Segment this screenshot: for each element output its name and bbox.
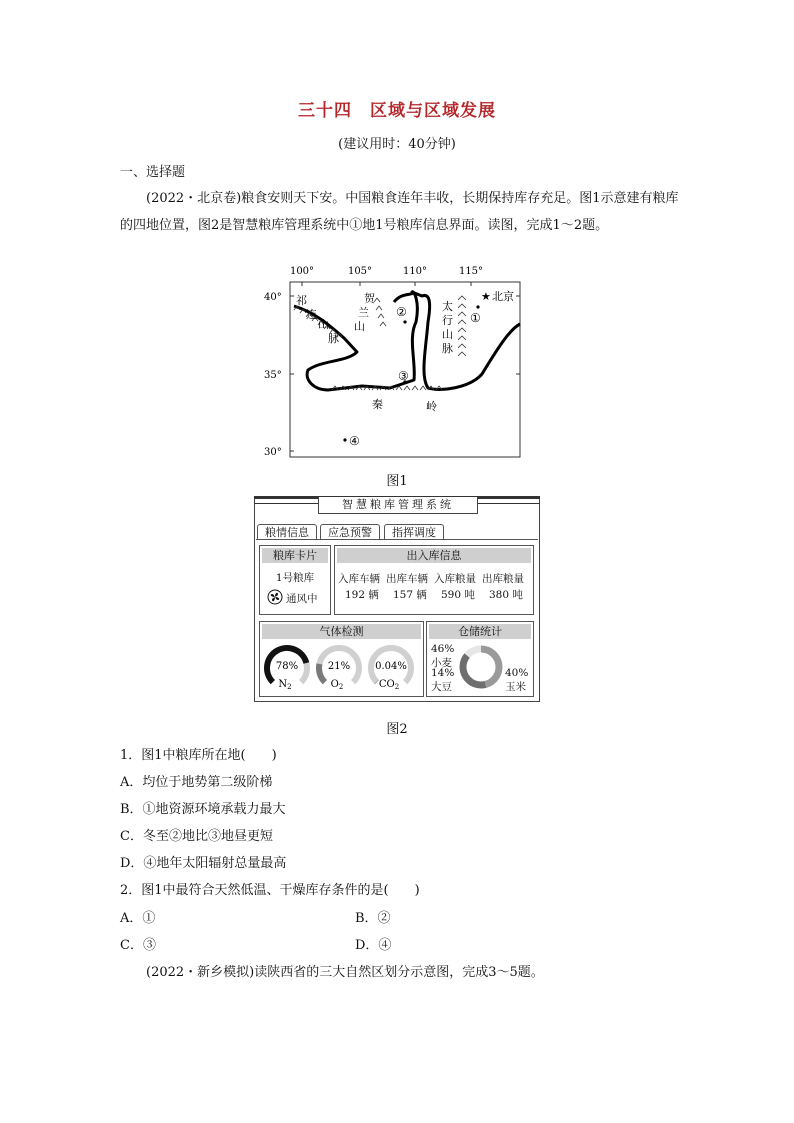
inout-value: 157 辆 [393, 589, 427, 601]
section-heading: 一、选择题 [120, 165, 186, 180]
gauge-value-arc [319, 664, 325, 682]
question-2-option-d: D．④ [355, 938, 392, 953]
corn-name: 玉米 [505, 681, 526, 693]
wheat-pct: 46% [431, 643, 455, 655]
beijing-label: 北京 [492, 290, 514, 303]
helan-label [354, 291, 376, 333]
gauge-percent: 0.04% [375, 661, 407, 672]
qinling-label: 秦 [372, 398, 383, 411]
inout-value: 192 辆 [345, 589, 379, 601]
gauge-percent: 78% [275, 661, 299, 672]
lon-label: 105° [347, 266, 373, 277]
svg-text:山: 山 [442, 328, 453, 341]
figure-2-interface [254, 496, 540, 702]
corn-pct: 40% [505, 667, 529, 679]
intro-paragraph: (2022・北京卷)粮食安则天下安。中国粮食连年丰收，长期保持库存充足。图1示意建有粮库的四地位置，图2是智慧粮库管理系统中①地1号粮库信息界面。读图，完成1～2题。 [120, 191, 679, 233]
inout-value: 380 吨 [489, 589, 523, 601]
storage-title: 仓储统计 [429, 624, 531, 639]
system-name: 智慧粮库管理系统 [318, 497, 478, 514]
gauge-gas-name: $N_2$ [278, 679, 292, 691]
figure-1-caption: 图1 [386, 474, 408, 489]
svg-text:贺: 贺 [364, 292, 375, 305]
lat-label: 30° [264, 447, 282, 458]
storage-panel [426, 621, 534, 697]
soy-pct: 14% [431, 667, 455, 679]
tab-underline [256, 539, 538, 540]
site-2-label: ② [396, 305, 407, 319]
svg-text:脉: 脉 [328, 332, 339, 345]
gas-gauges [260, 642, 423, 694]
lon-label: 100° [289, 266, 315, 277]
lon-label: 110° [402, 266, 428, 277]
figure-2-caption: 图2 [386, 722, 408, 737]
fan-icon [267, 589, 283, 605]
donut-segment [481, 649, 499, 684]
site-dot [476, 305, 479, 308]
site-1-label: ① [470, 311, 481, 325]
river-headwater [394, 292, 414, 302]
inout-panel [334, 545, 534, 615]
inout-label: 入库粮量 [434, 573, 476, 585]
lon-label: 115° [458, 266, 484, 277]
site-4-label: ④ [349, 434, 360, 448]
inout-label: 入库车辆 [338, 573, 380, 585]
tab-dispatch[interactable]: 指挥调度 [384, 524, 444, 540]
taihang-label [442, 299, 453, 355]
next-question-intro: (2022・新乡模拟)读陕西省的三大自然区划分示意图，完成3～5题。 [146, 965, 544, 980]
svg-text:祁: 祁 [296, 294, 307, 307]
time-suggestion: (建议用时：40分钟) [338, 137, 456, 152]
ventilation-status: 通风中 [286, 593, 318, 605]
depot-name: 1号粮库 [275, 572, 315, 584]
qilian-label [296, 294, 339, 345]
question-2-option-a: A．① [120, 911, 156, 926]
svg-text:行: 行 [442, 314, 453, 327]
lat-label: 35° [264, 370, 282, 381]
donut-segment [467, 649, 481, 656]
svg-text:脉: 脉 [442, 342, 453, 355]
question-2-option-b: B．② [355, 911, 391, 926]
wheat-name: 小麦 [431, 657, 452, 669]
question-1-stem: 1．图1中粮库所在地( ) [120, 748, 277, 763]
star-icon: ★ [481, 290, 491, 303]
site-dot [343, 438, 346, 441]
figure-1-map [262, 262, 532, 462]
site-dot [403, 320, 406, 323]
gas-title: 气体检测 [262, 624, 421, 639]
taihang-range [458, 296, 466, 356]
tab-grain-info[interactable]: 粮情信息 [257, 524, 317, 540]
gauge-gas-name: $O_2$ [330, 679, 344, 691]
donut-segment [463, 656, 485, 685]
inout-value: 590 吨 [441, 589, 475, 601]
question-2-stem: 2．图1中最符合天然低温、干燥库存条件的是( ) [120, 883, 420, 898]
question-1-option-d: D．④地年太阳辐射总量最高 [120, 856, 287, 871]
question-1-option-a: A．均位于地势第二级阶梯 [120, 775, 273, 790]
svg-text:兰: 兰 [358, 306, 369, 319]
page-title: 三十四 区域与区域发展 [298, 101, 496, 121]
gauge-percent: 21% [327, 661, 351, 672]
question-2-option-c: C．③ [120, 938, 156, 953]
storage-donut [457, 642, 505, 692]
svg-text:连: 连 [306, 308, 317, 321]
svg-text:太: 太 [442, 300, 453, 313]
gauge-gas-name: $CO_2$ [378, 679, 400, 691]
inout-label: 出库车辆 [386, 573, 428, 585]
soy-name: 大豆 [431, 681, 452, 693]
question-1-option-c: C．冬至②地比③地昼更短 [120, 829, 273, 844]
inout-title: 出入库信息 [337, 548, 531, 563]
helan-range [374, 298, 386, 326]
tab-emergency-warning[interactable]: 应急预警 [320, 524, 380, 540]
question-1-option-b: B．①地资源环境承载力最大 [120, 802, 286, 817]
qinling-label: 岭 [426, 400, 437, 413]
depot-card [259, 545, 331, 615]
lat-label: 40° [264, 292, 282, 303]
site-3-label: ③ [398, 369, 409, 383]
depot-card-title: 粮库卡片 [262, 548, 328, 563]
gas-panel [259, 621, 424, 697]
inout-label: 出库粮量 [482, 573, 524, 585]
svg-text:山: 山 [318, 318, 329, 331]
svg-text:山: 山 [354, 320, 365, 333]
